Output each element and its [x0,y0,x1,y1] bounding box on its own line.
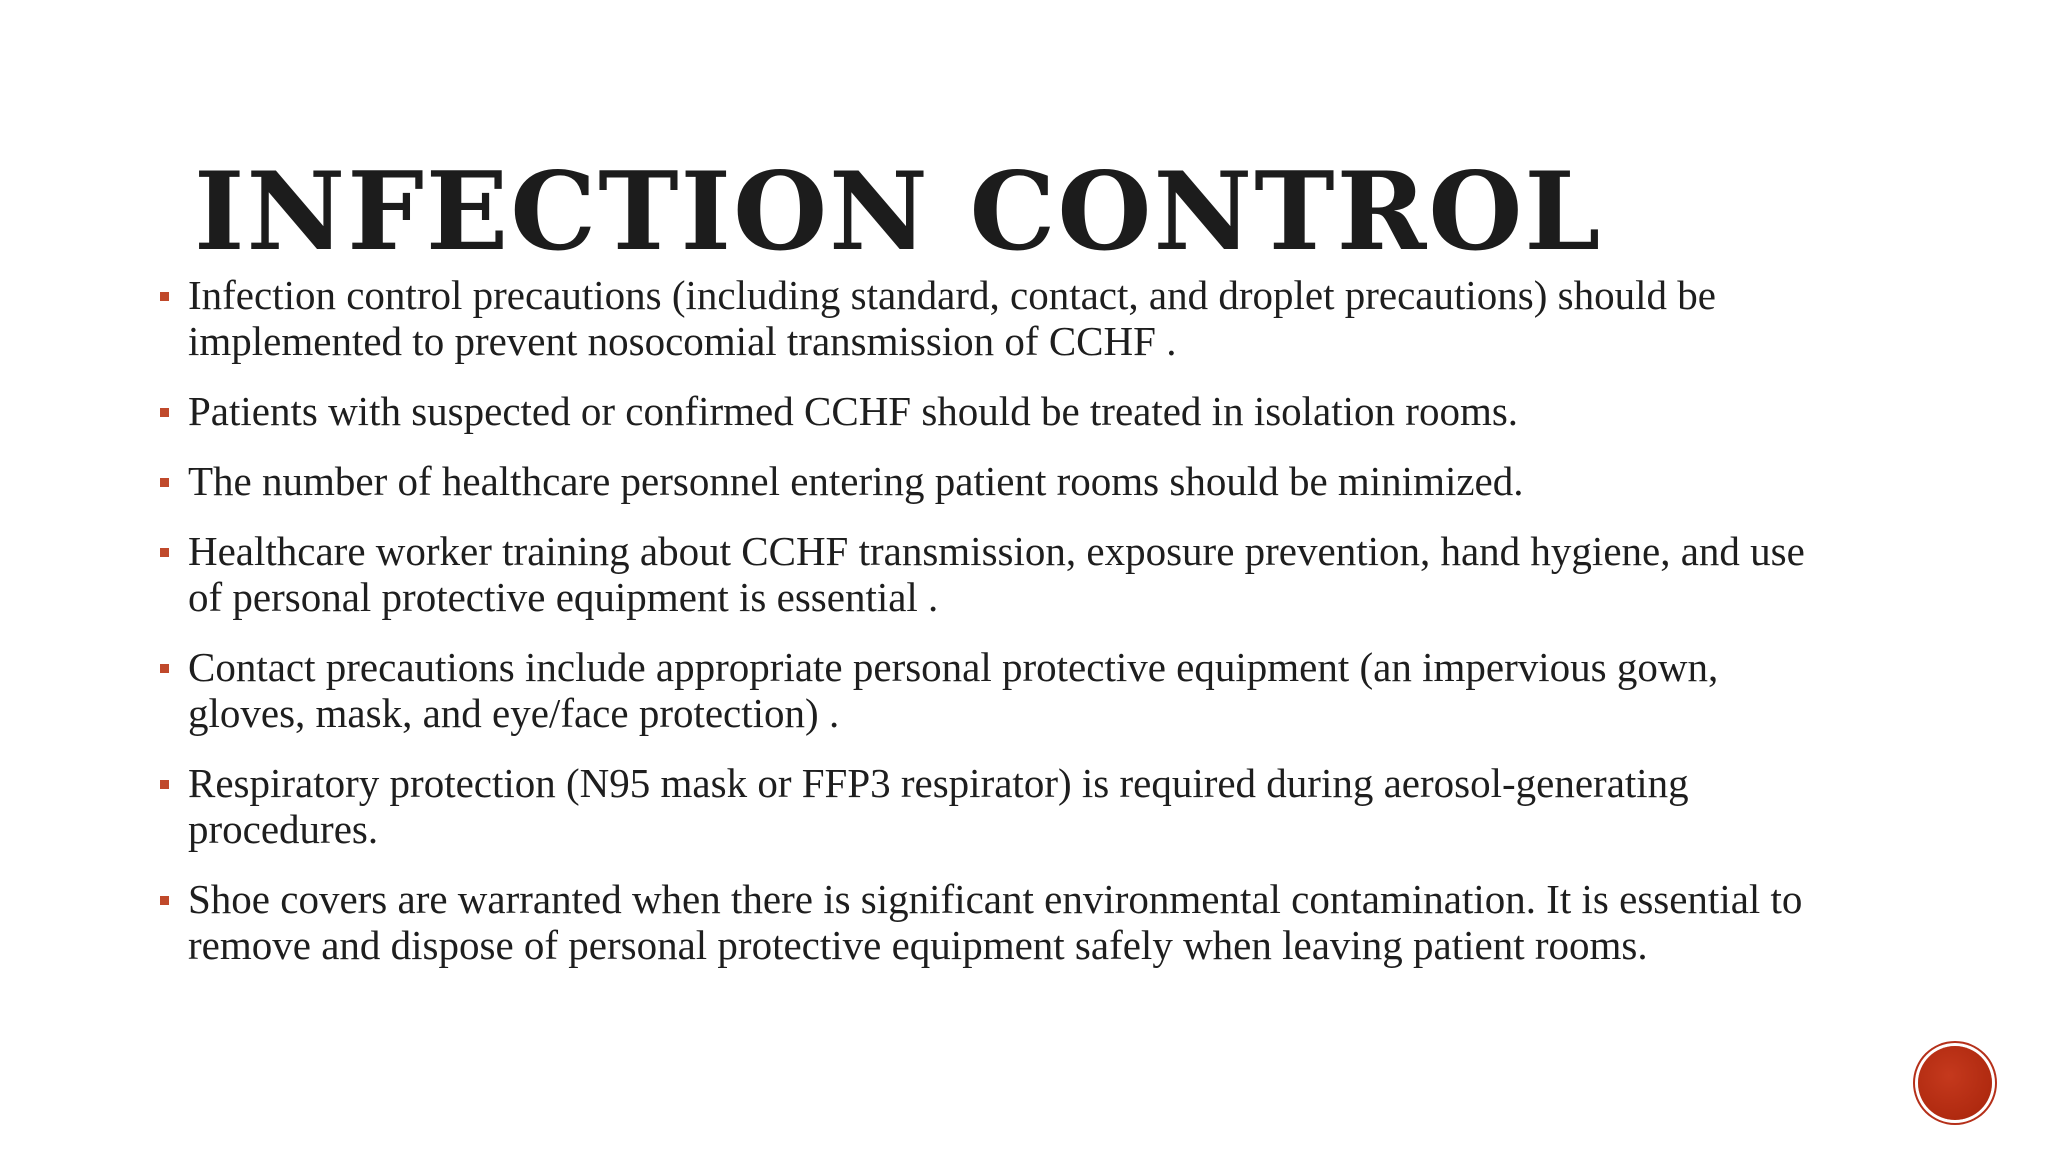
square-bullet-icon [160,780,169,789]
bullet-item [156,272,1836,364]
square-bullet-icon [160,292,169,301]
bullet-item [156,760,1836,852]
bullet-text: The number of healthcare personnel entering patient rooms should be minimized. [188,458,1524,504]
bullet-item [156,644,1836,736]
bullet-item [156,528,1836,620]
slide-nav-button[interactable] [1918,1046,1992,1120]
square-bullet-icon [160,896,169,905]
bullet-text: Contact precautions include appropriate personal protective equipment (an impervious gown, gloves, mask, and eye/face protection) . [188,644,1719,736]
square-bullet-icon [160,408,169,417]
bullet-text: Respiratory protection (N95 mask or FFP3 respirator) is required during aerosol-generating procedures. [188,760,1689,852]
bullet-text: Patients with suspected or confirmed CCHF should be treated in isolation rooms. [188,388,1519,434]
bullet-text: Healthcare worker training about CCHF transmission, exposure prevention, hand hygiene, and use of personal protective equipment is essential . [188,528,1805,620]
bullet-item [156,458,1836,504]
square-bullet-icon [160,548,169,557]
bullet-list [156,272,1836,992]
bullet-text: Infection control precautions (including standard, contact, and droplet precautions) should be implemented to prevent nosocomial transmission of CCHF . [188,272,1716,364]
square-bullet-icon [160,478,169,487]
bullet-item [156,876,1836,968]
slide-title: INFECTION CONTROL [194,149,1603,275]
bullet-text: Shoe covers are warranted when there is significant environmental contamination. It is essential to remove and dispose of personal protective equipment safely when leaving patient rooms. [188,876,1803,968]
square-bullet-icon [160,664,169,673]
bullet-item [156,388,1836,434]
